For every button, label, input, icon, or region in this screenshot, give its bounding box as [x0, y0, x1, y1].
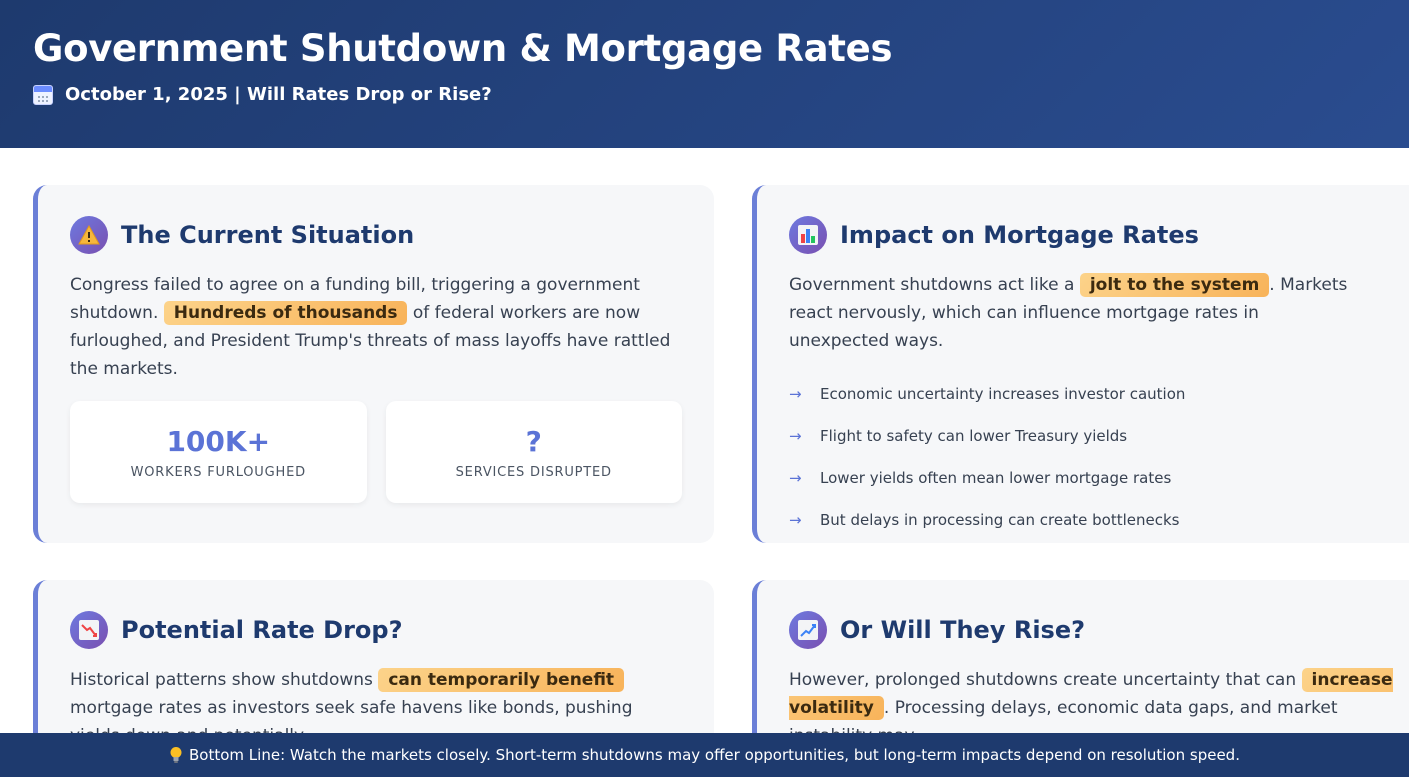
card-header [789, 215, 1390, 255]
lightbulb-icon [169, 746, 183, 764]
list-item [789, 499, 1390, 541]
card-body [70, 271, 682, 383]
list-item-text: Lower yields often mean lower mortgage rates [820, 469, 1172, 487]
highlight-text: jolt to the system [1080, 273, 1269, 297]
card-body [789, 271, 1349, 355]
card-title: Or Will They Rise? [840, 616, 1086, 644]
body-text: However, prolonged shutdowns create uncertainty that can [789, 670, 1302, 690]
stats-row [70, 401, 682, 503]
list-item-text: Economic uncertainty increases investor caution [820, 385, 1186, 403]
stat-label: SERVICES DISRUPTED [455, 464, 612, 480]
warning-icon [70, 216, 108, 254]
card-title: The Current Situation [121, 221, 415, 249]
card-title: Potential Rate Drop? [121, 616, 403, 644]
arrow-right-icon: → [789, 385, 802, 403]
body-text: of federal workers are now furloughed, and President Trump's threats of mass layoffs have rattled the markets. [70, 303, 671, 379]
chart-decreasing-icon [70, 611, 108, 649]
highlight-text: can temporarily benefit [378, 668, 624, 692]
arrow-right-icon: → [789, 427, 802, 445]
highlight-text: increase volatility [789, 670, 1393, 718]
subtitle-text: October 1, 2025 | Will Rates Drop or Rise? [65, 84, 492, 105]
list-item-text: But delays in processing can create bottlenecks [820, 511, 1180, 529]
stat-workers-furloughed [70, 401, 367, 503]
body-text: Historical patterns show shutdowns [70, 670, 379, 690]
body-text: . Processing delays, economic data gaps, and market [883, 698, 1338, 718]
impact-list [789, 373, 1390, 541]
list-item [789, 373, 1390, 415]
body-text: Congress failed to agree on a funding bill, triggering a government shutdown. [70, 275, 640, 323]
page-title: Government Shutdown & Mortgage Rates [33, 27, 893, 70]
bottom-line-bar [0, 733, 1409, 777]
stat-services-disrupted [386, 401, 683, 503]
card-current-situation [33, 185, 714, 543]
card-header [70, 610, 682, 650]
card-header [789, 610, 1390, 650]
stat-value: ? [525, 424, 542, 458]
body-text: . Markets react nervously, which can influence mortgage rates in unexpected ways. [789, 275, 1348, 351]
list-item [789, 415, 1390, 457]
list-item [789, 457, 1390, 499]
stat-label: WORKERS FURLOUGHED [130, 464, 306, 480]
body-text: Government shutdowns act like a [789, 275, 1080, 295]
body-text: mortgage rates as investors seek safe havens like bonds, pushing [70, 698, 633, 718]
bar-chart-icon [789, 216, 827, 254]
footer-text: Bottom Line: Watch the markets closely. Short-term shutdowns may offer opportunities, but long-term impacts depend on resolution speed. [189, 746, 1240, 764]
page-subtitle [33, 84, 1376, 105]
chart-increasing-icon [789, 611, 827, 649]
arrow-right-icon: → [789, 469, 802, 487]
list-item-text: Flight to safety can lower Treasury yields [820, 427, 1128, 445]
card-title: Impact on Mortgage Rates [840, 221, 1199, 249]
page-header [0, 0, 1409, 148]
highlight-text: Hundreds of thousands [164, 301, 408, 325]
arrow-right-icon: → [789, 511, 802, 529]
card-impact-mortgage-rates [752, 185, 1409, 543]
card-header [70, 215, 682, 255]
calendar-icon [33, 85, 53, 105]
stat-value: 100K+ [166, 424, 271, 458]
